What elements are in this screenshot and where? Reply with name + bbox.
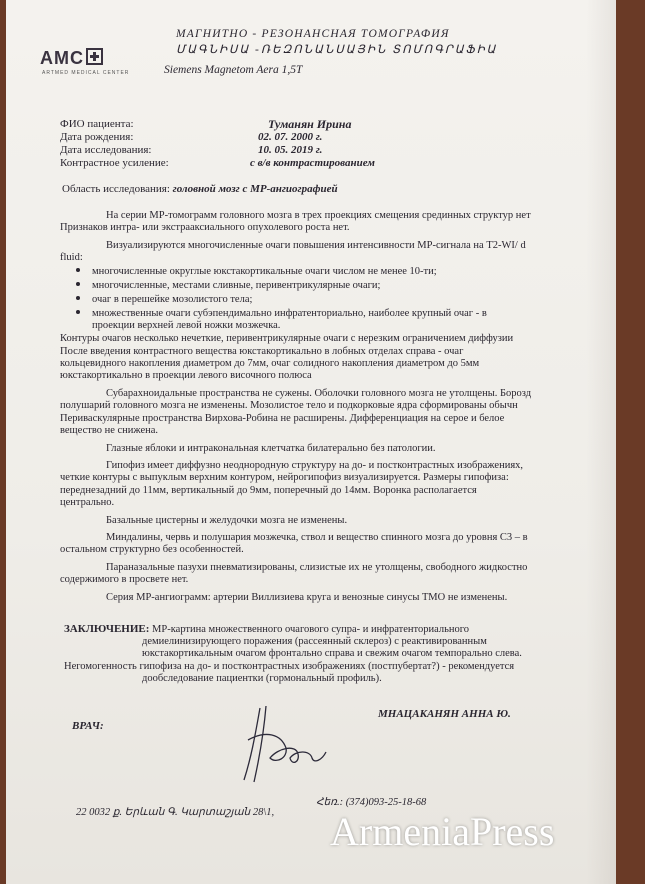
finding-line: Глазные яблоки и интракональная клетчатка билатерально без патологии. <box>106 443 436 454</box>
doctor-name: МНАЦАКАНЯН АННА Ю. <box>378 708 511 720</box>
footer-address: 22 0032 ք. Երևան Գ. Կարտաշյան 28\1, <box>76 807 275 818</box>
finding-bullet: множественные очаги субэпендимально инфратенториально, наиболее крупный очаг - в <box>76 308 487 320</box>
conclusion-line: дообследование пациентки (гормональный профиль). <box>142 673 382 684</box>
page-shadow <box>586 0 616 884</box>
finding-line: юкстакортикально в проекции левого височного полюса <box>60 370 312 381</box>
finding-line: переднезадний до 11мм, вертикальный до 9мм, поперечный до 14мм. Воронка располагается <box>60 485 477 496</box>
bullet-icon <box>76 296 80 300</box>
title-russian: МАГНИТНО - РЕЗОНАНСНАЯ ТОМОГРАФИЯ <box>176 28 450 40</box>
finding-line: полушарий головного мозга не изменены. Мозолистое тело и подкорковые ядра сформированы обычн <box>60 400 518 411</box>
patient-name-label: ФИО пациента: <box>60 118 134 130</box>
cross-icon <box>86 48 103 65</box>
finding-line: Гипофиз имеет диффузно неоднородную структуру на до- и постконтрастных изображениях, <box>106 460 524 471</box>
conclusion-heading: ЗАКЛЮЧЕНИЕ: <box>64 623 150 635</box>
exam-area <box>62 183 338 195</box>
conclusion-line-1: ЗАКЛЮЧЕНИЕ: МР-картина множественного очагового супра- и инфратенториального <box>64 623 470 635</box>
bullet-icon <box>76 268 80 272</box>
finding-line: Миндалины, червь и полушария мозжечка, ствол и вещество спинного мозга до уровня C3 – в <box>106 532 528 543</box>
finding-line: Серия МР-ангиограмм: артерии Виллизиева круга и венозные синусы ТМО не изменены. <box>106 592 508 603</box>
doctor-label: ВРАЧ: <box>72 720 104 732</box>
logo-subtitle: ARTMED MEDICAL CENTER <box>42 70 130 76</box>
finding-line: Субарахноидальные пространства не сужены. Оболочки головного мозга не утолщены. Борозд <box>106 388 532 399</box>
logo-text: AMC <box>40 48 84 68</box>
conclusion-line: юкстакортикальным очагом фронтально справа и свежим очагом темпорально слева. <box>142 648 522 659</box>
armeniapress-watermark: ArmeniaPress <box>330 809 555 854</box>
contrast-value: с в/в контрастированием <box>250 157 375 169</box>
finding-line: остальном структурно без особенностей. <box>60 544 244 555</box>
finding-line: fluid: <box>60 252 83 263</box>
footer-phone: Հեռ.: (374)093-25-18-68 <box>316 797 427 808</box>
document-sheet <box>6 0 616 884</box>
exam-area-label: Область исследования: <box>62 183 170 195</box>
finding-line: кольцевидного накопления диаметром до 7мм, очаг солидного накопления диаметром до 5мм <box>60 358 480 369</box>
finding-bullet: многочисленные, местами сливные, перивентрикулярные очаги; <box>76 280 380 292</box>
finding-line: На серии МР-томограмм головного мозга в трех проекциях смещения срединных структур нет <box>106 210 531 221</box>
finding-line: четкие контуры с выпуклым верхним контуром, нейрогипофиз визуализируется. Размеры гипофиза: <box>60 472 509 483</box>
finding-line: Признаков интра- или экстрааксиального опухолевого роста нет. <box>60 222 350 233</box>
finding-line: проекции верхней левой ножки мозжечка. <box>92 320 281 331</box>
exam-area-value: головной мозг с МР-ангиографией <box>172 183 338 195</box>
conclusion-line: демиелинизирующего поражения (рассеянный склероз) с реактивированным <box>142 636 487 647</box>
finding-line: После введения контрастного вещества юкстакортикально в лобных отделах справа - очаг <box>60 346 464 357</box>
finding-line: центрально. <box>60 497 115 508</box>
exam-date-value: 10. 05. 2019 г. <box>258 144 323 156</box>
finding-line: Параназальные пазухи пневматизированы, слизистые их не утолщены, свободного жидкостно <box>106 562 528 573</box>
finding-line: содержимого в просвете нет. <box>60 574 189 585</box>
conclusion-line: Негомогенность гипофиза на до- и постконтрастных изображениях (постпубертат?) - рекомендуется <box>64 661 515 672</box>
contrast-label: Контрастное усиление: <box>60 157 169 169</box>
finding-line: вещество не снижена. <box>60 425 159 436</box>
bullet-icon <box>76 282 80 286</box>
clinic-logo <box>40 48 103 69</box>
handwritten-signature <box>226 700 336 790</box>
device-name: Siemens Magnetom Aera 1,5T <box>164 64 303 76</box>
finding-line: Периваскулярные пространства Вирхова-Робина не расширены. Дифференциация на серое и белое <box>60 413 505 424</box>
dob-value: 02. 07. 2000 г. <box>258 131 323 143</box>
finding-line: Контуры очагов несколько нечеткие, перивентрикулярные очаги с нерезким ограничением диффузии <box>60 333 514 344</box>
title-armenian: ՄԱԳՆԻՍԱ -ՌԵԶՈՆԱՆՍԱՅԻՆ ՏՈՄՈԳՐԱՖԻԱ <box>176 44 498 56</box>
bullet-icon <box>76 310 80 314</box>
finding-bullet: очаг в перешейке мозолистого тела; <box>76 294 252 306</box>
finding-bullet: многочисленные округлые юкстакортикальные очаги числом не менее 10-ти; <box>76 266 437 278</box>
exam-date-label: Дата исследования: <box>60 144 152 156</box>
dob-label: Дата рождения: <box>60 131 134 143</box>
patient-name-value: Туманян Ирина <box>268 117 352 131</box>
finding-line: Базальные цистерны и желудочки мозга не изменены. <box>106 515 348 526</box>
finding-line: Визуализируются многочисленные очаги повышения интенсивности МР-сигнала на T2-WI/ d <box>106 240 526 251</box>
